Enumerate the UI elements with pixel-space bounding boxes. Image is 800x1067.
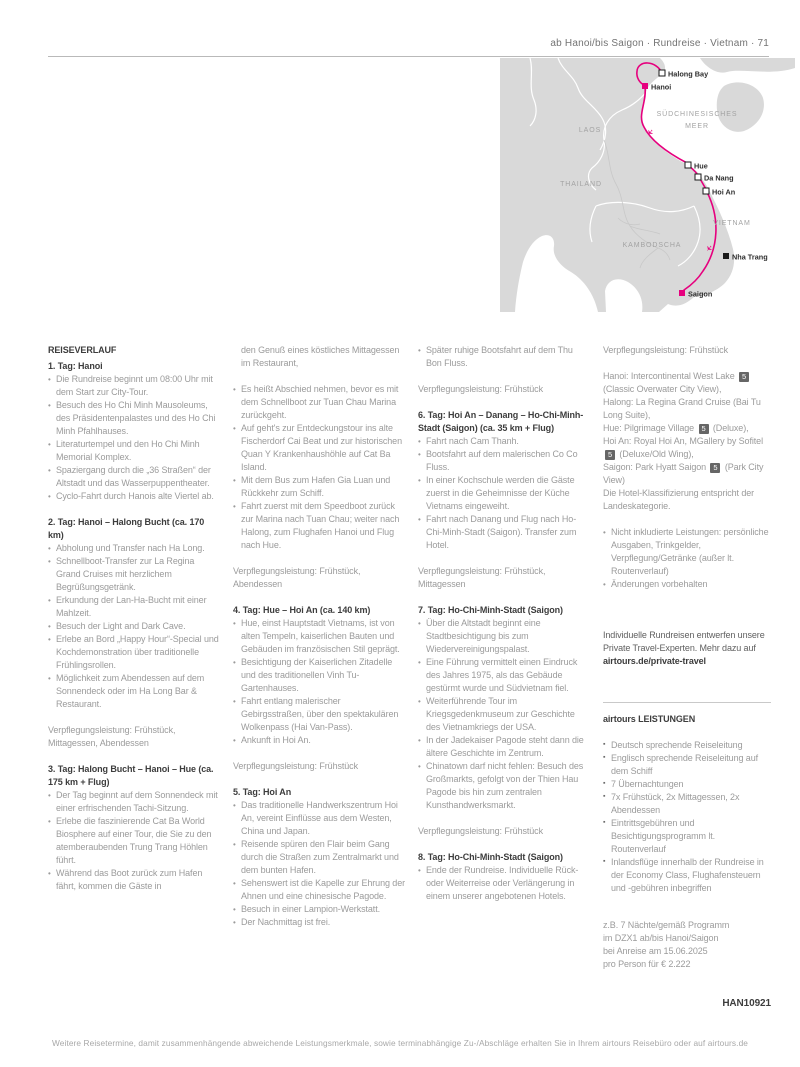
list-item: ▪ Inlandsflüge innerhalb der Rundreise in der Economy Class, Flughafensteuern und -gebühren inbegriffen	[603, 856, 771, 895]
list-item: ▪ Deutsch sprechende Reiseleitung	[603, 739, 771, 752]
meal-note: Verpflegungsleistung: Frühstück, Abendessen	[233, 566, 361, 589]
list-item: • Erkundung der Lan-Ha-Bucht mit einer Mahlzeit.	[48, 594, 220, 620]
bullet-list	[233, 617, 405, 747]
hotel-text: Hue: Pilgrimage Village	[603, 423, 697, 433]
list-item: • Fahrt entlang malerischer Gebirgsstraßen, über den spektakulären Wolkenpass (Hai Van-Pass).	[233, 695, 405, 734]
included-services-list	[603, 739, 771, 895]
list-item: • Bootsfahrt auf dem malerischen Co Co Fluss.	[418, 448, 590, 474]
price-line: im DZX1 ab/bis Hanoi/Saigon	[603, 933, 719, 943]
list-item: • Ankunft in Hoi An.	[233, 734, 405, 747]
promo-link: airtours.de/private-travel	[603, 656, 706, 666]
list-item: • Es heißt Abschied nehmen, bevor es mit dem Schnellboot zur Tuan Chau Marina zurückgeht.	[233, 383, 405, 422]
hotel-line	[603, 422, 771, 435]
bullet-list	[48, 789, 220, 893]
day-title: 4. Tag: Hue – Hoi An (ca. 140 km)	[233, 605, 371, 615]
price-line: pro Person für € 2.222	[603, 959, 691, 969]
hotel-text: (Deluxe/Old Wing),	[617, 449, 694, 459]
list-item: • Die Rundreise beginnt um 08:00 Uhr mit dem Start zur City-Tour.	[48, 373, 220, 399]
map-land	[500, 58, 795, 312]
map-marker-da-nang	[695, 174, 701, 180]
meal-note: Verpflegungsleistung: Frühstück	[233, 761, 358, 771]
hotel-text: (Deluxe),	[710, 423, 749, 433]
map-marker-hanoi	[642, 83, 648, 89]
list-item: • Während das Boot zurück zum Hafen fährt, kommen die Gäste in	[48, 867, 220, 893]
day-title: 1. Tag: Hanoi	[48, 361, 103, 371]
list-item: ▪ 7x Frühstück, 2x Mittagessen, 2x Abendessen	[603, 791, 771, 817]
day-title: 5. Tag: Hoi An	[233, 787, 292, 797]
hotel-text: Hanoi: Intercontinental West Lake	[603, 371, 738, 381]
day-title: 2. Tag: Hanoi – Halong Bucht (ca. 170 km)	[48, 517, 205, 540]
divider	[603, 702, 771, 703]
hotel-text: Die Hotel-Klassifizierung entspricht der Landeskategorie.	[603, 488, 755, 511]
list-item: • Fahrt nach Danang und Flug nach Ho-Chi-Minh-Stadt (Saigon). Transfer zum Hotel.	[418, 513, 590, 552]
list-item: • Cyclo-Fahrt durch Hanois alte Viertel ab.	[48, 490, 220, 503]
map-region-meer-1: SÜDCHINESISCHES	[656, 111, 738, 118]
map-label-hanoi: Hanoi	[651, 82, 672, 92]
meal-note: Verpflegungsleistung: Frühstück, Mittagessen	[418, 566, 546, 589]
list-item: • Nicht inkludierte Leistungen: persönliche Ausgaben, Trinkgelder, Verpflegung/Getränke (außer lt. Routenverlauf)	[603, 526, 771, 578]
map-marker-saigon	[679, 290, 685, 296]
price-line: z.B. 7 Nächte/gemäß Programm	[603, 920, 730, 930]
bullet-list	[48, 373, 220, 503]
map-label-halong-bay: Halong Bay	[668, 69, 709, 79]
hotel-category-badge: 5	[739, 372, 749, 382]
price-block	[603, 919, 771, 971]
header-divider	[48, 56, 769, 57]
hotel-text: Halong: La Regina Grand Cruise (Bai Tu Long Suite),	[603, 397, 761, 420]
bullet-list	[233, 383, 405, 552]
list-item: ▪ Eintrittsgebühren und Besichtigungsprogramm lt. Routenverlauf	[603, 817, 771, 856]
continuation-text: den Genuß eines köstliches Mittagessen im Restaurant,	[241, 345, 400, 368]
section-title: REISEVERLAUF	[48, 345, 117, 355]
day-title: 8. Tag: Ho-Chi-Minh-Stadt (Saigon)	[418, 852, 563, 862]
list-item: • Das traditionelle Handwerkszentrum Hoi An, vereint Einflüsse aus dem Westen, China und Japan.	[233, 799, 405, 838]
bullet-list	[233, 799, 405, 929]
bullet-list	[418, 617, 590, 812]
hotel-line	[603, 396, 771, 422]
list-item: • Möglichkeit zum Abendessen auf dem Sonnendeck oder im Ha Long Bar & Restaurant.	[48, 672, 220, 711]
list-item: • Später ruhige Bootsfahrt auf dem Thu Bon Fluss.	[418, 344, 590, 370]
price-line: bei Anreise am 15.06.2025	[603, 946, 708, 956]
plane-icon: ✈	[644, 126, 656, 138]
bullet-list	[48, 542, 220, 711]
list-item: • Besuch in einer Lampion-Werkstatt.	[233, 903, 405, 916]
list-item: • Ende der Rundreise. Individuelle Rück- oder Weiterreise oder Verlängerung in einem unserer angebotenen Hotels.	[418, 864, 590, 903]
footer-note: Weitere Reisetermine, damit zusammenhängende abweichende Leistungsmerkmale, sowie terminabhängige Zu-/Abschläge erhalten Sie in Ihrem airtours Reisebüro oder auf airtours.de	[52, 1038, 749, 1048]
list-item: • Über die Altstadt beginnt eine Stadtbesichtigung bis zum Wiedervereinigungspalast.	[418, 617, 590, 656]
route-map	[500, 58, 795, 312]
list-item: • Spaziergang durch die „36 Straßen“ der Altstadt und das Wasserpuppentheater.	[48, 464, 220, 490]
list-item: • Erlebe an Bord „Happy Hour“-Special und Kochdemonstration über traditionelle Frühlingsrollen.	[48, 633, 220, 672]
hotel-text: (Classic Overwater City View),	[603, 384, 722, 394]
map-label-nha-trang: Nha Trang	[732, 252, 768, 262]
list-item: • Fahrt zuerst mit dem Speedboot zurück zur Marina nach Tuan Chau; weiter nach Halong, zum Flughafen Hanoi und Flug nach Hue.	[233, 500, 405, 552]
breadcrumb: ab Hanoi/bis Saigon · Rundreise · Vietnam · 71	[550, 38, 769, 49]
hotel-line	[603, 370, 771, 396]
bullet-list	[418, 864, 590, 903]
list-item: • Hue, einst Hauptstadt Vietnams, ist von alten Tempeln, kaiserlichen Bauten und Gebäuden im französischen Stil geprägt.	[233, 617, 405, 656]
section-title: airtours LEISTUNGEN	[603, 714, 696, 724]
bullet-list	[418, 435, 590, 552]
meal-note: Verpflegungsleistung: Frühstück	[418, 384, 543, 394]
list-item: • Mit dem Bus zum Hafen Gia Luan und Rückkehr zum Schiff.	[233, 474, 405, 500]
map-region-thailand: THAILAND	[560, 181, 602, 188]
meal-note: Verpflegungsleistung: Frühstück, Mittagessen, Abendessen	[48, 725, 176, 748]
hotel-line	[603, 435, 771, 461]
map-region-vietnam: VIETNAM	[713, 220, 751, 227]
map-marker-halong-bay	[659, 70, 665, 76]
column-1	[48, 344, 220, 893]
hotel-text: (Park City View)	[603, 462, 764, 485]
list-item: • In einer Kochschule werden die Gäste zuerst in die Geheimnisse der Küche Vietnams eingeweiht.	[418, 474, 590, 513]
hotel-category-badge: 5	[605, 450, 615, 460]
list-item: • Literaturtempel und den Ho Chi Minh Memorial Komplex.	[48, 438, 220, 464]
list-item: • Besichtigung der Kaiserlichen Zitadelle und des traditionellen Vinh Tu-Gartenhauses.	[233, 656, 405, 695]
list-item: • Der Tag beginnt auf dem Sonnendeck mit einer erfrischenden Tachi-Sitzung.	[48, 789, 220, 815]
map-marker-nha-trang	[723, 253, 729, 259]
map-region-kambodscha: KAMBODSCHA	[622, 242, 682, 249]
bullet-list	[418, 344, 590, 370]
map-label-da-nang: Da Nang	[704, 173, 734, 183]
list-item: • Sehenswert ist die Kapelle zur Ehrung der Ahnen und eine chinesische Pagode.	[233, 877, 405, 903]
vietnam-map-svg	[500, 58, 795, 312]
offer-code: HAN10921	[722, 998, 771, 1009]
map-label-saigon: Saigon	[688, 289, 713, 299]
list-item: • Der Nachmittag ist frei.	[233, 916, 405, 929]
list-item: • Fahrt nach Cam Thanh.	[418, 435, 590, 448]
map-region-laos: LAOS	[578, 127, 602, 134]
map-label-hoi-an: Hoi An	[712, 187, 736, 197]
list-item: • Besuch des Ho Chi Minh Mausoleums, des Präsidentenpalastes und des Ho Chi Minh Pfahlhauses.	[48, 399, 220, 438]
list-item: • Besuch der Light and Dark Cave.	[48, 620, 220, 633]
map-marker-hoi-an	[703, 188, 709, 194]
list-item: • Erlebe die faszinierende Cat Ba World Biosphere auf einer Tour, die Sie zu den atemberaubenden Trung Trang Höhlen führt.	[48, 815, 220, 867]
hotel-list	[603, 370, 771, 513]
list-item: • Änderungen vorbehalten	[603, 578, 771, 591]
meal-note: Verpflegungsleistung: Frühstück	[418, 826, 543, 836]
list-item: • Weiterführende Tour im Kriegsgedenkmuseum zur Geschichte des Vietnamkriegs der USA.	[418, 695, 590, 734]
hotel-text: Hoi An: Royal Hoi An, MGallery by Sofitel	[603, 436, 763, 446]
day-title: 7. Tag: Ho-Chi-Minh-Stadt (Saigon)	[418, 605, 563, 615]
list-item: • Schnellboot-Transfer zur La Regina Grand Cruises mit herzlichem Begrüßungsgetränk.	[48, 555, 220, 594]
bullet-list	[603, 526, 771, 591]
list-item: • Chinatown darf nicht fehlen: Besuch des Großmarkts, gefolgt von der Thien Hau Pagode bis hin zum zentralen Kunsthandwerksmarkt.	[418, 760, 590, 812]
column-4	[603, 344, 771, 1010]
list-item: • Abholung und Transfer nach Ha Long.	[48, 542, 220, 555]
day-title: 3. Tag: Halong Bucht – Hanoi – Hue (ca. 175 km + Flug)	[48, 764, 214, 787]
list-item: ▪ Englisch sprechende Reiseleitung auf dem Schiff	[603, 752, 771, 778]
column-2	[233, 344, 405, 929]
map-marker-hue	[685, 162, 691, 168]
list-item: • Reisende spüren den Flair beim Gang durch die Straßen zum Zentralmarkt und dem bunten Hafen.	[233, 838, 405, 877]
map-island-hainan	[717, 82, 764, 131]
list-item: • In der Jadekaiser Pagode steht dann die ältere Geschichte im Zentrum.	[418, 734, 590, 760]
hotel-line	[603, 487, 771, 513]
hotel-category-badge: 5	[699, 424, 709, 434]
plane-icon: ✈	[703, 242, 715, 254]
day-title: 6. Tag: Hoi An – Danang – Ho-Chi-Minh-Stadt (Saigon) (ca. 35 km + Flug)	[418, 410, 584, 433]
promo-text: Individuelle Rundreisen entwerfen unsere Private Travel-Experten. Mehr dazu auf	[603, 630, 765, 653]
hotel-text: Saigon: Park Hyatt Saigon	[603, 462, 709, 472]
column-3	[418, 344, 590, 903]
meal-note: Verpflegungsleistung: Frühstück	[603, 345, 728, 355]
list-item: • Auf geht's zur Entdeckungstour ins alte Fischerdorf Cai Beat und zur historischen Quan Y Krankenhaushöhle auf Cat Ba Island.	[233, 422, 405, 474]
hotel-line	[603, 461, 771, 487]
map-label-hue: Hue	[694, 161, 708, 171]
list-item: • Eine Führung vermittelt einen Eindruck des Jahres 1975, als das Gebäude gestürmt wurde und Südvietnam fiel.	[418, 656, 590, 695]
hotel-category-badge: 5	[710, 463, 720, 473]
list-item: ▪ 7 Übernachtungen	[603, 778, 771, 791]
map-region-meer-2: MEER	[685, 123, 709, 130]
